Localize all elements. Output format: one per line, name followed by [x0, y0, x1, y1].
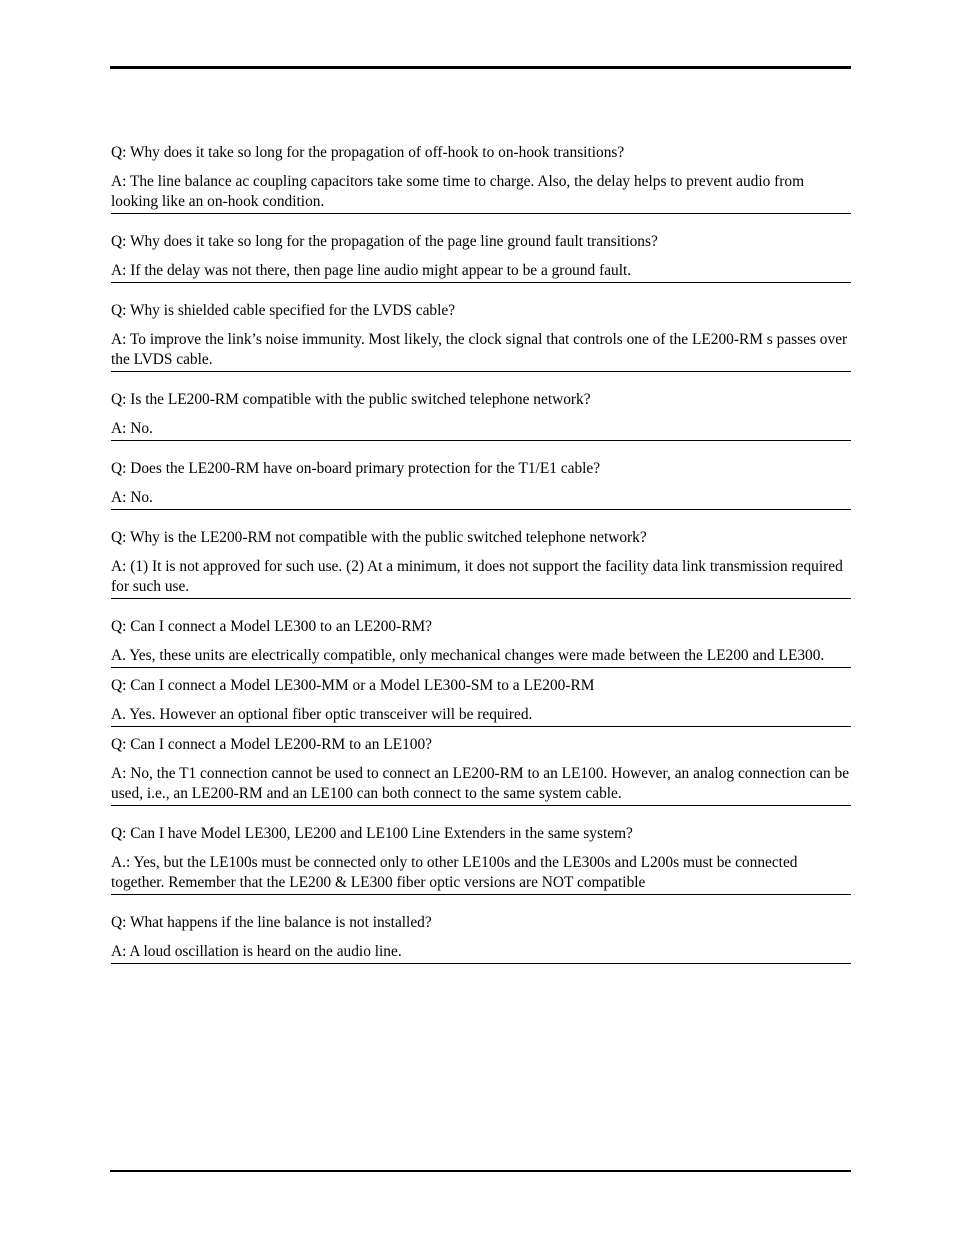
- faq-question: Q: Can I have Model LE300, LE200 and LE100 Line Extenders in the same system?: [111, 825, 633, 842]
- faq-question: Q: Why is the LE200-RM not compatible with the public switched telephone network?: [111, 529, 647, 546]
- faq-question: Q: Why is shielded cable specified for the LVDS cable?: [111, 302, 456, 319]
- faq-question: Q: Can I connect a Model LE300-MM or a Model LE300-SM to a LE200-RM: [111, 677, 595, 694]
- faq-answer: A: No.: [111, 489, 153, 506]
- faq-answer: A: A loud oscillation is heard on the audio line.: [111, 943, 402, 960]
- faq-item: [111, 617, 851, 668]
- header-rule: [110, 66, 851, 69]
- faq-item: [111, 459, 851, 510]
- faq-question: Q: Can I connect a Model LE300 to an LE200-RM?: [111, 618, 432, 635]
- faq-answer: A: (1) It is not approved for such use. (2) At a minimum, it does not support the facility data link transmission required for such use.: [111, 558, 843, 595]
- faq-answer: A: No.: [111, 420, 153, 437]
- faq-answer: A. Yes, these units are electrically compatible, only mechanical changes were made between the LE200 and LE300.: [111, 647, 825, 664]
- faq-question: Q: Why does it take so long for the propagation of the page line ground fault transitions?: [111, 233, 658, 250]
- faq-item: [111, 390, 851, 441]
- faq-answer: A.: Yes, but the LE100s must be connected only to other LE100s and the LE300s and L200s must be connected together. Remember that the LE200 & LE300 fiber optic versions are NOT compatible: [111, 854, 798, 891]
- faq-item: [111, 824, 851, 895]
- faq-answer: A: No, the T1 connection cannot be used to connect an LE200-RM to an LE100. However, an analog connection can be used, i.e., an LE200-RM and an LE100 can both connect to the same system cable.: [111, 765, 850, 802]
- faq-question: Q: Why does it take so long for the propagation of off-hook to on-hook transitions?: [111, 144, 625, 161]
- faq-item: [111, 913, 851, 964]
- faq-item: [111, 528, 851, 599]
- faq-answer: A: The line balance ac coupling capacitors take some time to charge. Also, the delay helps to prevent audio from looking like an on-hook condition.: [111, 173, 805, 210]
- faq-question: Q: What happens if the line balance is not installed?: [111, 914, 432, 931]
- faq-question: Q: Is the LE200-RM compatible with the public switched telephone network?: [111, 391, 591, 408]
- faq-question: Q: Can I connect a Model LE200-RM to an LE100?: [111, 736, 432, 753]
- faq-item: [111, 301, 851, 372]
- faq-list: [111, 143, 851, 964]
- faq-item: [111, 735, 851, 806]
- faq-answer: A: If the delay was not there, then page line audio might appear to be a ground fault.: [111, 262, 632, 279]
- faq-item: [111, 143, 851, 214]
- faq-answer: A. Yes. However an optional fiber optic transceiver will be required.: [111, 706, 533, 723]
- faq-answer: A: To improve the link’s noise immunity. Most likely, the clock signal that controls one of the LE200-RM s passes over the LVDS cable.: [111, 331, 848, 368]
- faq-item: [111, 676, 851, 727]
- faq-question: Q: Does the LE200-RM have on-board primary protection for the T1/E1 cable?: [111, 460, 601, 477]
- footer-rule: [110, 1170, 851, 1172]
- faq-item: [111, 232, 851, 283]
